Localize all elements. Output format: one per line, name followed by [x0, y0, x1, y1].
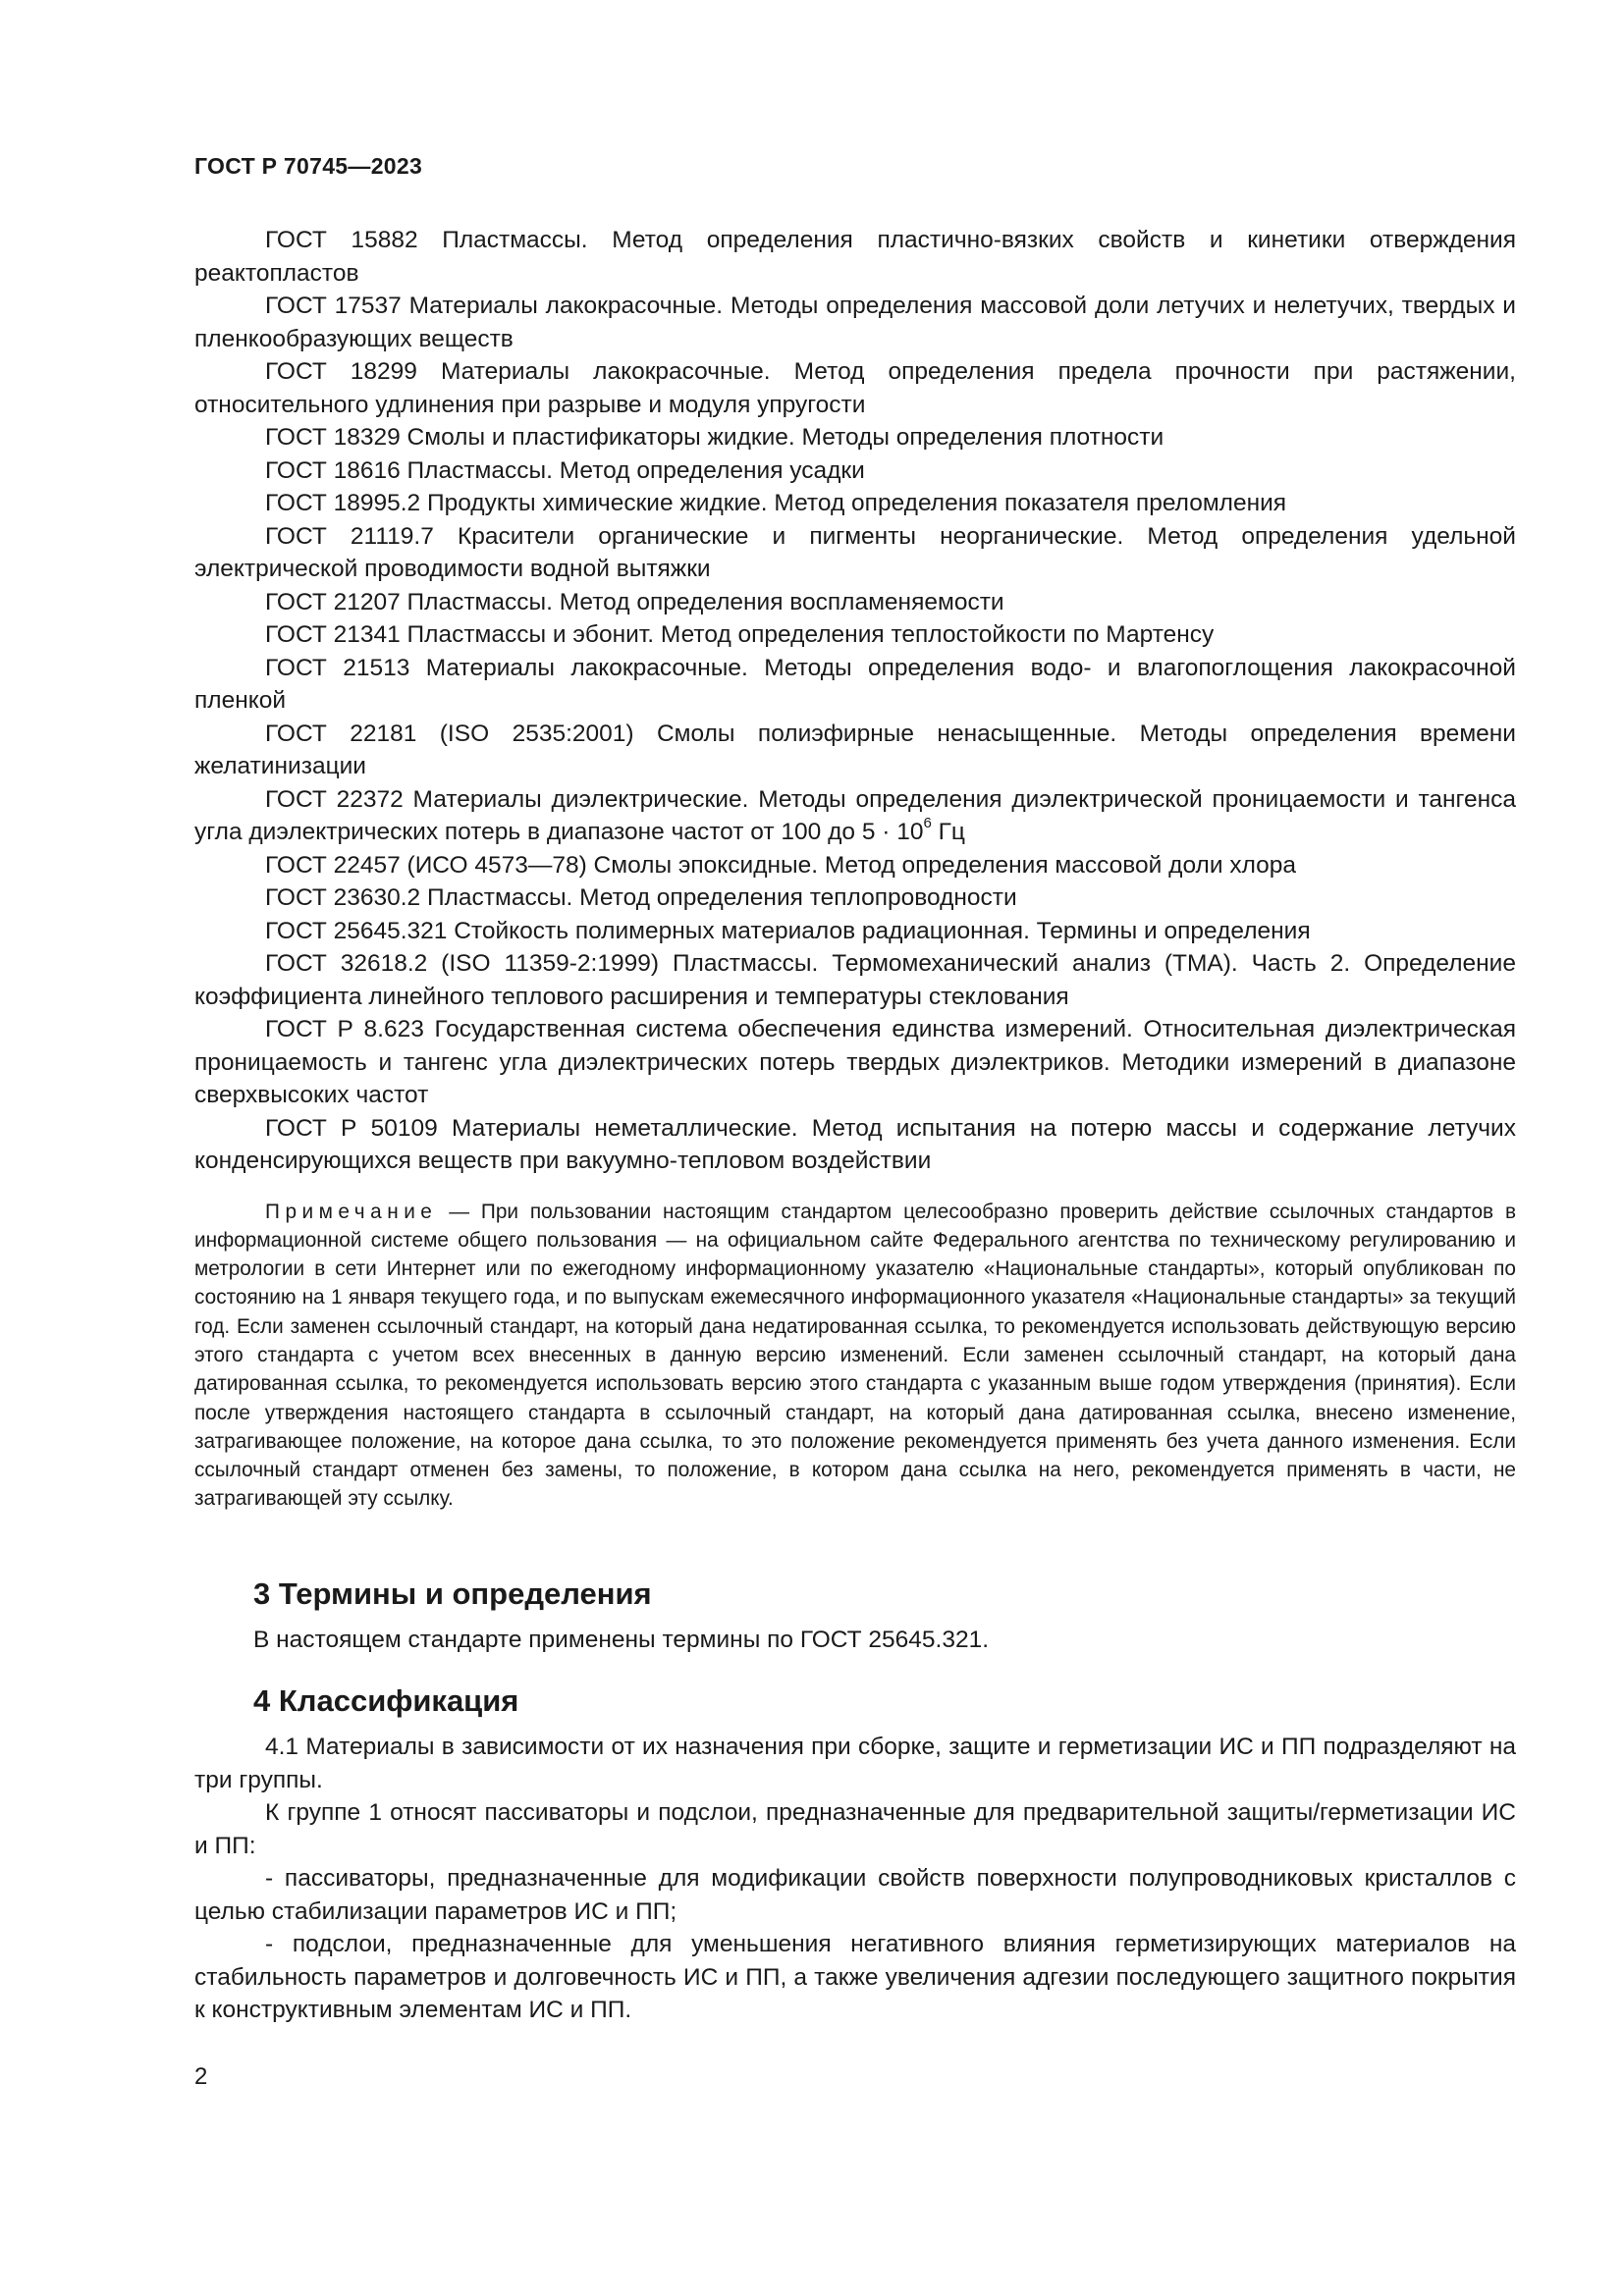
reference-item: ГОСТ 21513 Материалы лакокрасочные. Методы определения водо- и влагопоглощения лакокрасочной пленкой [194, 654, 1516, 714]
reference-item-22372 [194, 783, 1516, 849]
note-label: Примечание [265, 1200, 438, 1223]
reference-item: ГОСТ 21119.7 Красители органические и пигменты неорганические. Метод определения удельной электрической проводимости водной вытяжки [194, 522, 1516, 582]
document-body [194, 224, 1516, 2027]
reference-item: ГОСТ 18995.2 Продукты химические жидкие. Метод определения показателя преломления [265, 490, 1287, 516]
reference-item: ГОСТ 18329 Смолы и пластификаторы жидкие. Методы определения плотности [265, 424, 1164, 451]
reference-item: ГОСТ Р 50109 Материалы неметаллические. Метод испытания на потерю массы и содержание летучих конденсирующихся веществ при вакуумно-тепловом воздействии [194, 1114, 1516, 1174]
reference-list [194, 224, 1516, 1178]
reference-item: ГОСТ 18299 Материалы лакокрасочные. Метод определения предела прочности при растяжении, относительного удлинения при разрыве и модуля упругости [194, 358, 1516, 418]
reference-item: ГОСТ 18616 Пластмассы. Метод определения усадки [265, 456, 865, 484]
reference-item: ГОСТ 15882 Пластмассы. Метод определения пластично-вязких свойств и кинетики отверждения реактопластов [194, 227, 1516, 287]
section-4-list-item: - пассиваторы, предназначенные для модификации свойств поверхности полупроводниковых кристаллов с целью стабилизации параметров ИС и ПП; [194, 1865, 1516, 1925]
reference-item: ГОСТ 21207 Пластмассы. Метод определения воспламеняемости [265, 588, 1004, 615]
frequency-exponent: 6 [923, 814, 932, 831]
note-paragraph [194, 1198, 1516, 1514]
section-4-paragraph: 4.1 Материалы в зависимости от их назначения при сборке, защите и герметизации ИС и ПП подразделяют на три группы. [194, 1734, 1516, 1793]
reference-text: ГОСТ 22372 Материалы диэлектрические. Методы определения диэлектрической проницаемости и тангенса угла диэлектрических потерь в диапазоне частот от 100 до 5 · 10 [194, 785, 1516, 845]
frequency-unit: Гц [931, 819, 965, 845]
section-3-text: В настоящем стандарте применены термины по ГОСТ 25645.321. [253, 1626, 990, 1653]
reference-item: ГОСТ Р 8.623 Государственная система обеспечения единства измерений. Относительная диэлектрическая проницаемость и тангенс угла диэлектрических потерь твердых диэлектриков. Методики измерений в диапазоне сверхвысоких частот [194, 1016, 1516, 1108]
reference-item: ГОСТ 22181 (ISO 2535:2001) Смолы полиэфирные ненасыщенные. Методы определения времени желатинизации [194, 720, 1516, 779]
reference-item: ГОСТ 23630.2 Пластмассы. Метод определения теплопроводности [265, 884, 1017, 911]
section-4-paragraph: К группе 1 относят пассиваторы и подслои, предназначенные для предварительной защиты/герметизации ИС и ПП: [194, 1799, 1516, 1859]
reference-item: ГОСТ 21341 Пластмассы и эбонит. Метод определения теплостойкости по Мартенсу [265, 621, 1215, 648]
reference-item: ГОСТ 25645.321 Стойкость полимерных материалов радиационная. Термины и определения [265, 917, 1311, 944]
document-header: ГОСТ Р 70745—2023 [194, 153, 423, 179]
reference-item: ГОСТ 32618.2 (ISO 11359-2:1999) Пластмассы. Термомеханический анализ (ТМА). Часть 2. Определение коэффициента линейного теплового расширения и температуры стеклования [194, 950, 1516, 1010]
reference-item: ГОСТ 17537 Материалы лакокрасочные. Методы определения массовой доли летучих и нелетучих, твердых и пленкообразующих веществ [194, 293, 1516, 352]
page-number: 2 [194, 2063, 208, 2090]
note-text: — При пользовании настоящим стандартом целесообразно проверить действие ссылочных стандартов в информационной системе общего пользования — на официальном сайте Федерального агентства по техническому регулированию и метрологии в сети Интернет или по ежегодному информационному указателю «Национальные стандарты», который опубликован по состоянию на 1 января текущего года, и по выпускам ежемесячного информационного указателя «Национальные стандарты» за текущий год. Если заменен ссылочный стандарт, на который дана недатированная ссылка, то рекомендуется использовать действующую версию этого стандарта с учетом всех внесенных в данную версию изменений. Если заменен ссылочный стандарт, на который дана датированная ссылка, то рекомендуется использовать версию этого стандарта с указанным выше годом утверждения (принятия). Если после утверждения настоящего стандарта в ссылочный стандарт, на который дана датированная ссылка, внесено изменение, затрагивающее положение, на которое дана ссылка, то это положение рекомендуется применять без учета данного изменения. Если ссылочный стандарт отменен без замены, то положение, в котором дана ссылка на него, рекомендуется применять в части, не затрагивающей эту ссылку. [194, 1200, 1516, 1511]
section-4-heading: 4 Классификация [253, 1683, 519, 1719]
section-3-heading: 3 Термины и определения [253, 1575, 652, 1611]
reference-item: ГОСТ 22457 (ИСО 4573—78) Смолы эпоксидные. Метод определения массовой доли хлора [265, 851, 1297, 879]
section-4-list-item: - подслои, предназначенные для уменьшения негативного влияния герметизирующих материалов на стабильность параметров и долговечность ИС и ПП, а также увеличения адгезии последующего защитного покрытия к конструктивным элементам ИС и ПП. [194, 1931, 1516, 2024]
